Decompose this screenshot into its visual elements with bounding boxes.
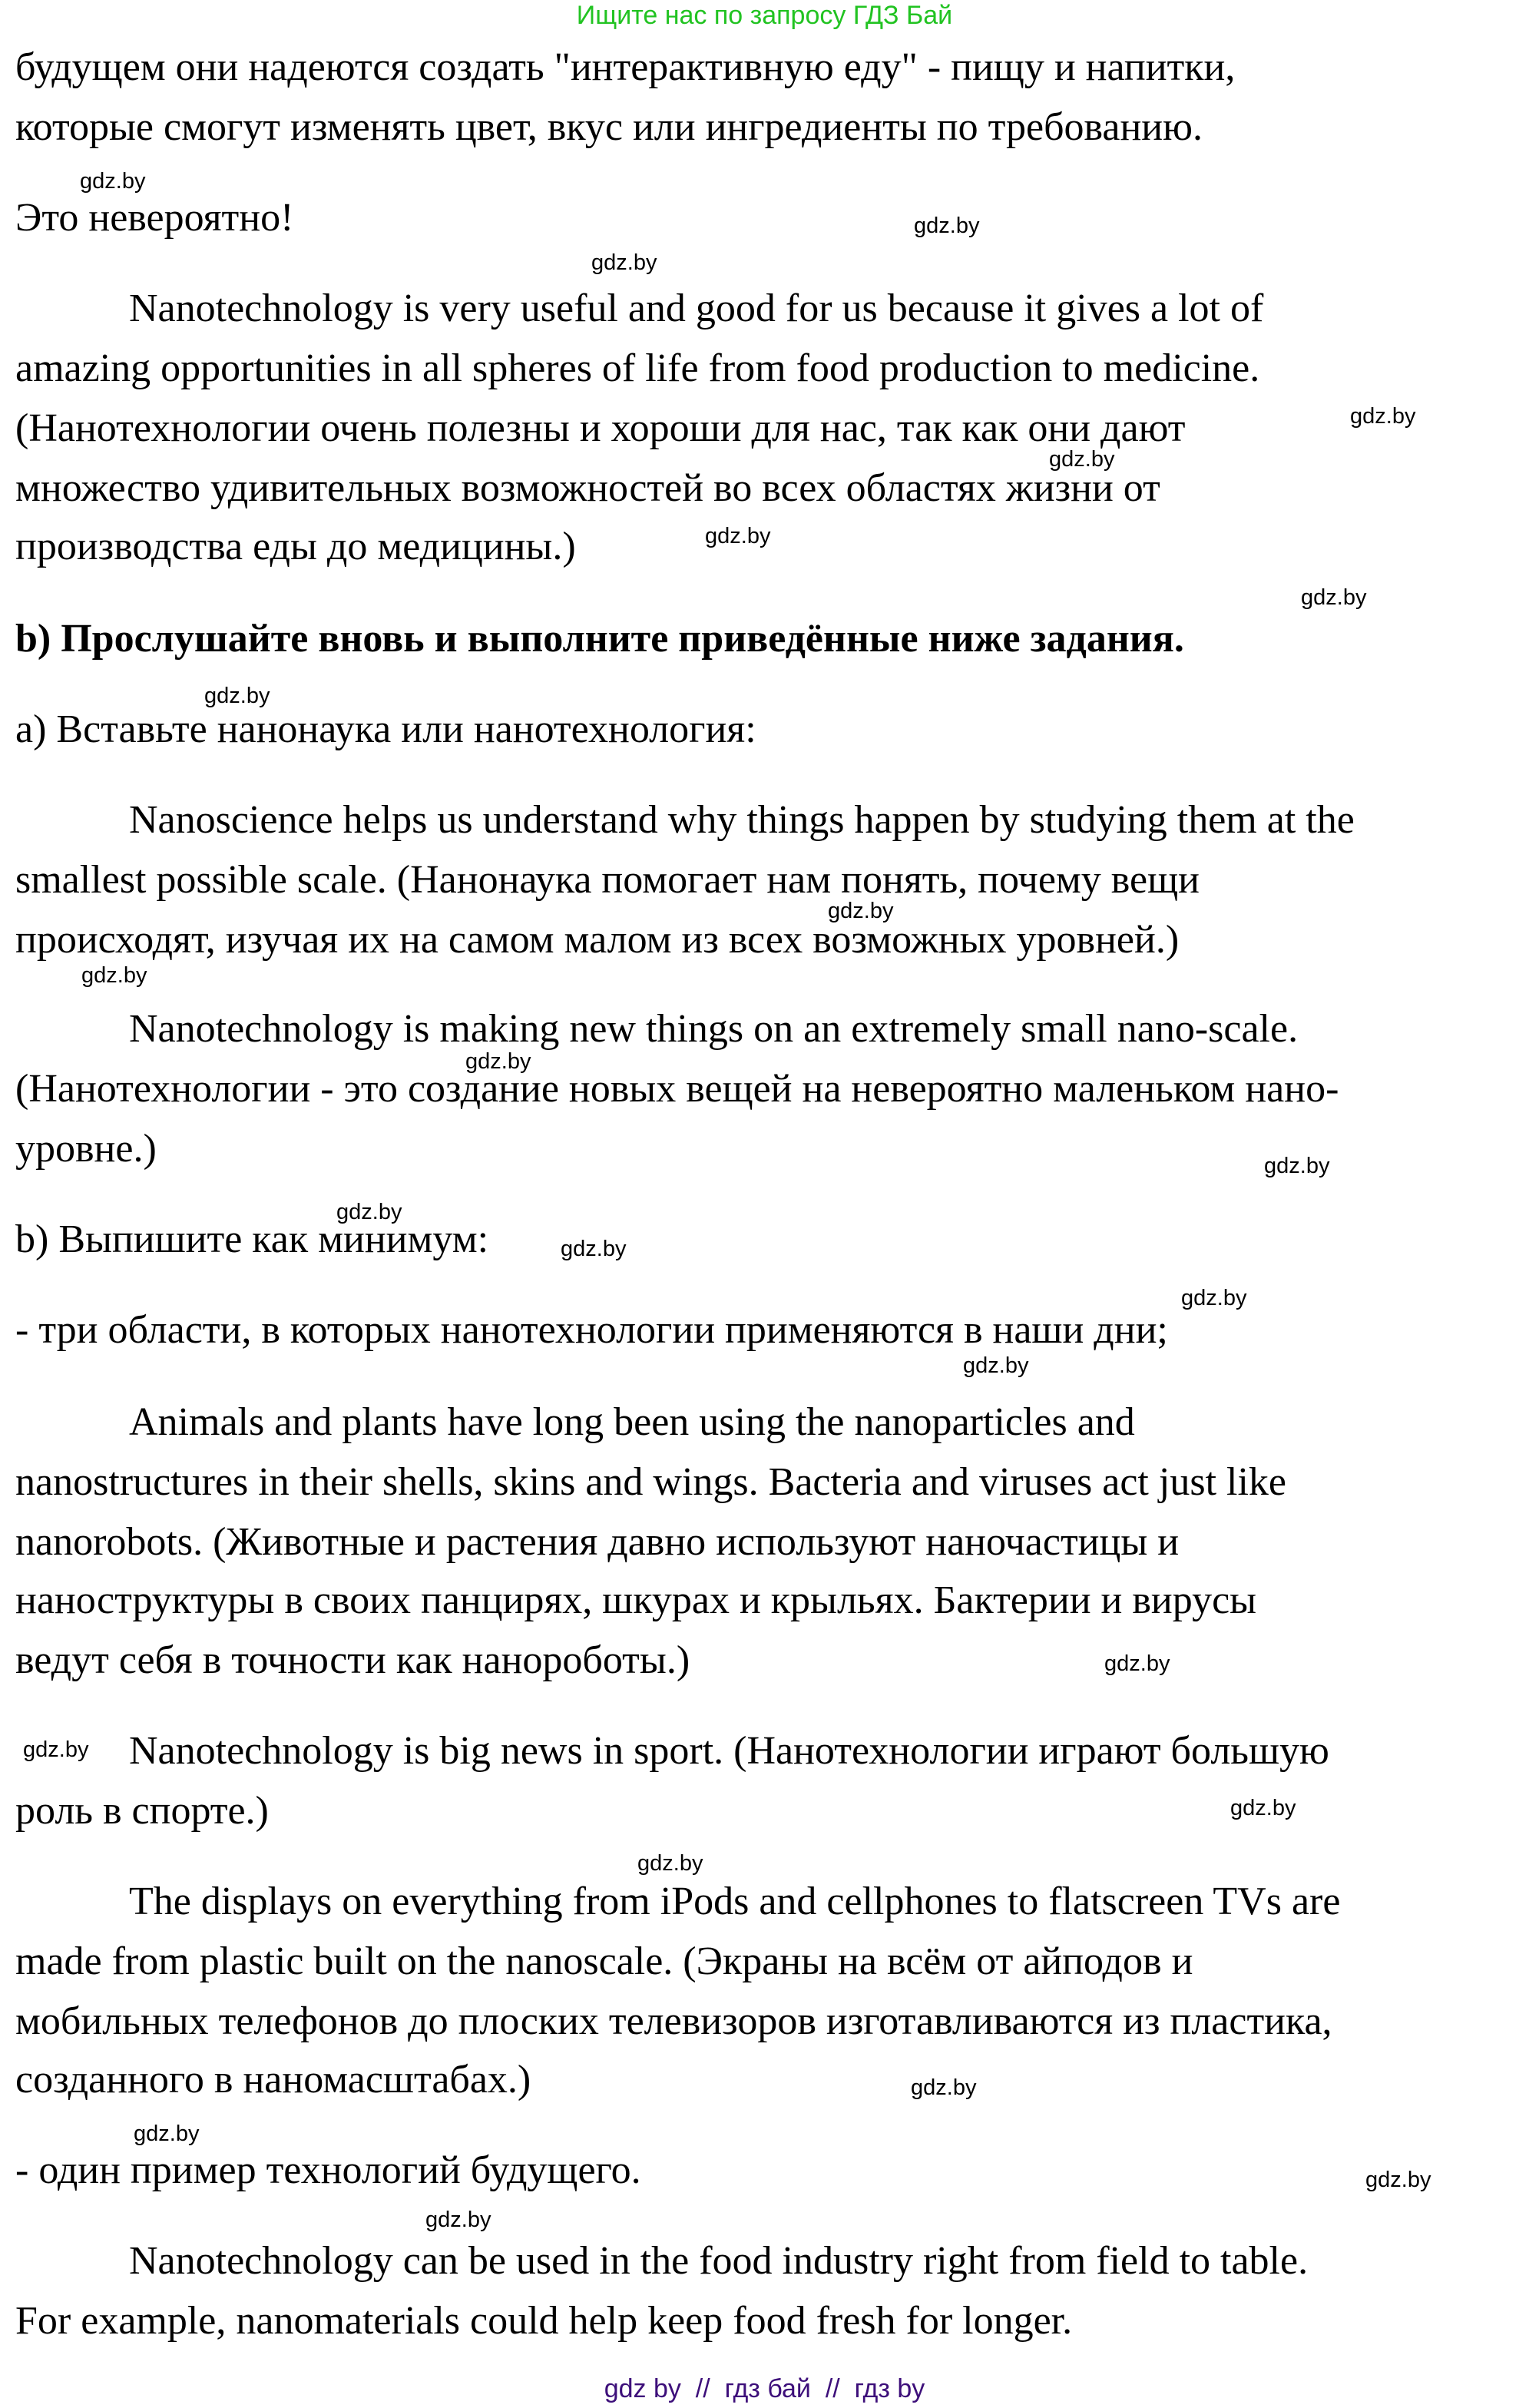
- watermark: gdz.by: [1264, 1154, 1330, 1178]
- watermark: gdz.by: [914, 214, 980, 238]
- watermark: gdz.by: [23, 1737, 89, 1762]
- text-line: nanorobots. (Животные и растения давно используют наночастицы и: [15, 1520, 1180, 1564]
- text-line: производства еды до медицины.): [15, 525, 576, 568]
- watermark: gdz.by: [705, 524, 771, 548]
- watermark: gdz.by: [637, 1851, 703, 1876]
- text-line: amazing opportunities in all spheres of life from food production to medicine.: [15, 346, 1260, 390]
- text-line: (Нанотехнологии - это создание новых вещей на невероятно маленьком нано-: [15, 1067, 1339, 1111]
- watermark: gdz.by: [1301, 585, 1367, 610]
- text-line: Nanotechnology is very useful and good for us because it gives a lot of: [129, 287, 1264, 330]
- text-line: которые смогут изменять цвет, вкус или ингредиенты по требованию.: [15, 105, 1203, 149]
- watermark: gdz.by: [134, 2121, 200, 2146]
- promo-header: Ищите нас по запросу ГДЗ Бай: [576, 1, 953, 30]
- watermark: gdz.by: [1365, 2168, 1431, 2192]
- text-line: Это невероятно!: [15, 196, 294, 240]
- text-line: For example, nanomaterials could help keep food fresh for longer.: [15, 2299, 1073, 2343]
- watermark: gdz.by: [425, 2208, 491, 2232]
- site-footer: gdz by // гдз бай // гдз by: [604, 2374, 925, 2403]
- watermark: gdz.by: [1230, 1796, 1296, 1820]
- watermark: gdz.by: [561, 1237, 627, 1261]
- text-line: (Нанотехнологии очень полезны и хороши для нас, так как они дают: [15, 406, 1186, 450]
- watermark: gdz.by: [80, 169, 146, 194]
- text-line: Nanotechnology is big news in sport. (Нанотехнологии играют большую: [129, 1729, 1329, 1773]
- watermark: gdz.by: [1181, 1286, 1247, 1310]
- text-line: Nanoscience helps us understand why things happen by studying them at the: [129, 798, 1355, 842]
- section-heading: b) Прослушайте вновь и выполните приведённые ниже задания.: [15, 617, 1184, 661]
- task-label: b) Выпишите как минимум:: [15, 1217, 489, 1261]
- task-label: а) Вставьте нанонаука или нанотехнология:: [15, 707, 756, 751]
- text-line: - один пример технологий будущего.: [15, 2148, 641, 2192]
- text-line: Animals and plants have long been using the nanoparticles and: [129, 1400, 1135, 1444]
- text-line: nanostructures in their shells, skins and wings. Bacteria and viruses act just like: [15, 1460, 1286, 1504]
- watermark: gdz.by: [1104, 1651, 1170, 1676]
- watermark: gdz.by: [828, 899, 894, 923]
- watermark: gdz.by: [1350, 404, 1416, 429]
- watermark: gdz.by: [336, 1200, 402, 1224]
- text-line: - три области, в которых нанотехнологии применяются в наши дни;: [15, 1308, 1168, 1352]
- watermark: gdz.by: [465, 1049, 531, 1074]
- text-line: ведут себя в точности как нанороботы.): [15, 1638, 690, 1682]
- watermark: gdz.by: [1049, 447, 1115, 472]
- watermark: gdz.by: [911, 2075, 977, 2100]
- text-line: уровне.): [15, 1127, 157, 1171]
- text-line: происходят, изучая их на самом малом из всех возможных уровней.): [15, 918, 1180, 962]
- watermark: gdz.by: [963, 1353, 1029, 1378]
- text-line: множество удивительных возможностей во всех областях жизни от: [15, 466, 1160, 510]
- text-line: наноструктуры в своих панцирях, шкурах и крыльях. Бактерии и вирусы: [15, 1578, 1257, 1622]
- watermark: gdz.by: [591, 250, 657, 275]
- text-line: made from plastic built on the nanoscale. (Экраны на всём от айподов и: [15, 1939, 1193, 1983]
- text-line: smallest possible scale. (Нанонаука помогает нам понять, почему вещи: [15, 858, 1200, 902]
- text-line: роль в спорте.): [15, 1789, 269, 1833]
- watermark: gdz.by: [81, 963, 147, 988]
- watermark: gdz.by: [204, 684, 270, 708]
- text-line: Nanotechnology is making new things on an extremely small nano-scale.: [129, 1007, 1299, 1051]
- text-line: Nanotechnology can be used in the food industry right from field to table.: [129, 2239, 1309, 2283]
- text-line: The displays on everything from iPods and cellphones to flatscreen TVs are: [129, 1880, 1341, 1923]
- text-line: будущем они надеются создать "интерактивную еду" - пищу и напитки,: [15, 45, 1236, 89]
- text-line: созданного в наномасштабах.): [15, 2058, 531, 2102]
- text-line: мобильных телефонов до плоских телевизоров изготавливаются из пластика,: [15, 1999, 1332, 2043]
